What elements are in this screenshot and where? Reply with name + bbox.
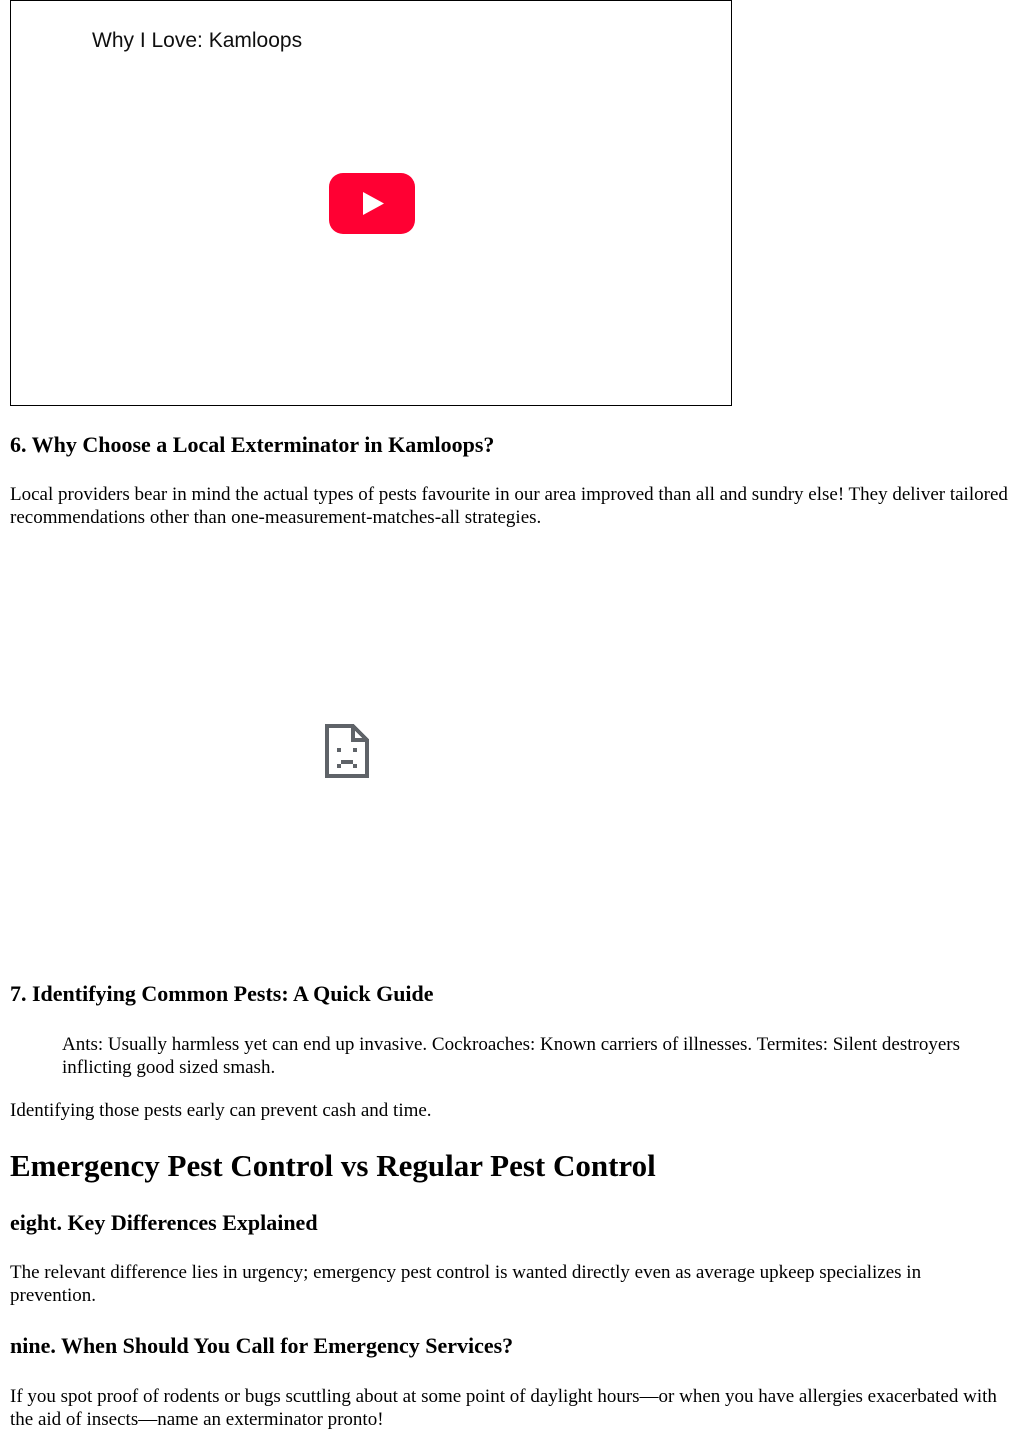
broken-document-icon bbox=[325, 724, 369, 778]
section6-body: Local providers bear in mind the actual types of pests favourite in our area improved than all and sundry else! They deliver tailored recommendations other than one-measurement-matches-all strategies. bbox=[10, 484, 1008, 528]
section6-heading: 6. Why Choose a Local Exterminator in Kamloops? bbox=[10, 432, 495, 457]
section9-heading: nine. When Should You Call for Emergency Services? bbox=[10, 1333, 514, 1358]
main-heading: Emergency Pest Control vs Regular Pest Control bbox=[10, 1148, 656, 1183]
section7-body: Identifying those pests early can prevent cash and time. bbox=[10, 1100, 432, 1121]
section8-body: The relevant difference lies in urgency; emergency pest control is wanted directly even as average upkeep specializes in prevention. bbox=[10, 1262, 922, 1306]
section7-heading: 7. Identifying Common Pests: A Quick Guide bbox=[10, 981, 434, 1006]
section8-heading: eight. Key Differences Explained bbox=[10, 1210, 318, 1235]
pest-list: Ants: Usually harmless yet can end up invasive. Cockroaches: Known carriers of illnesses. Termites: Silent destroyers inflicting good sized smash. bbox=[62, 1034, 960, 1078]
video-embed[interactable] bbox=[10, 0, 732, 406]
video-title[interactable]: Why I Love: Kamloops bbox=[92, 29, 303, 52]
broken-embed bbox=[10, 556, 730, 956]
section9-body: If you spot proof of rodents or bugs scuttling about at some point of daylight hours—or when you have allergies exacerbated with the aid of insects—name an exterminator pronto! bbox=[10, 1386, 997, 1430]
play-icon[interactable] bbox=[329, 173, 415, 234]
